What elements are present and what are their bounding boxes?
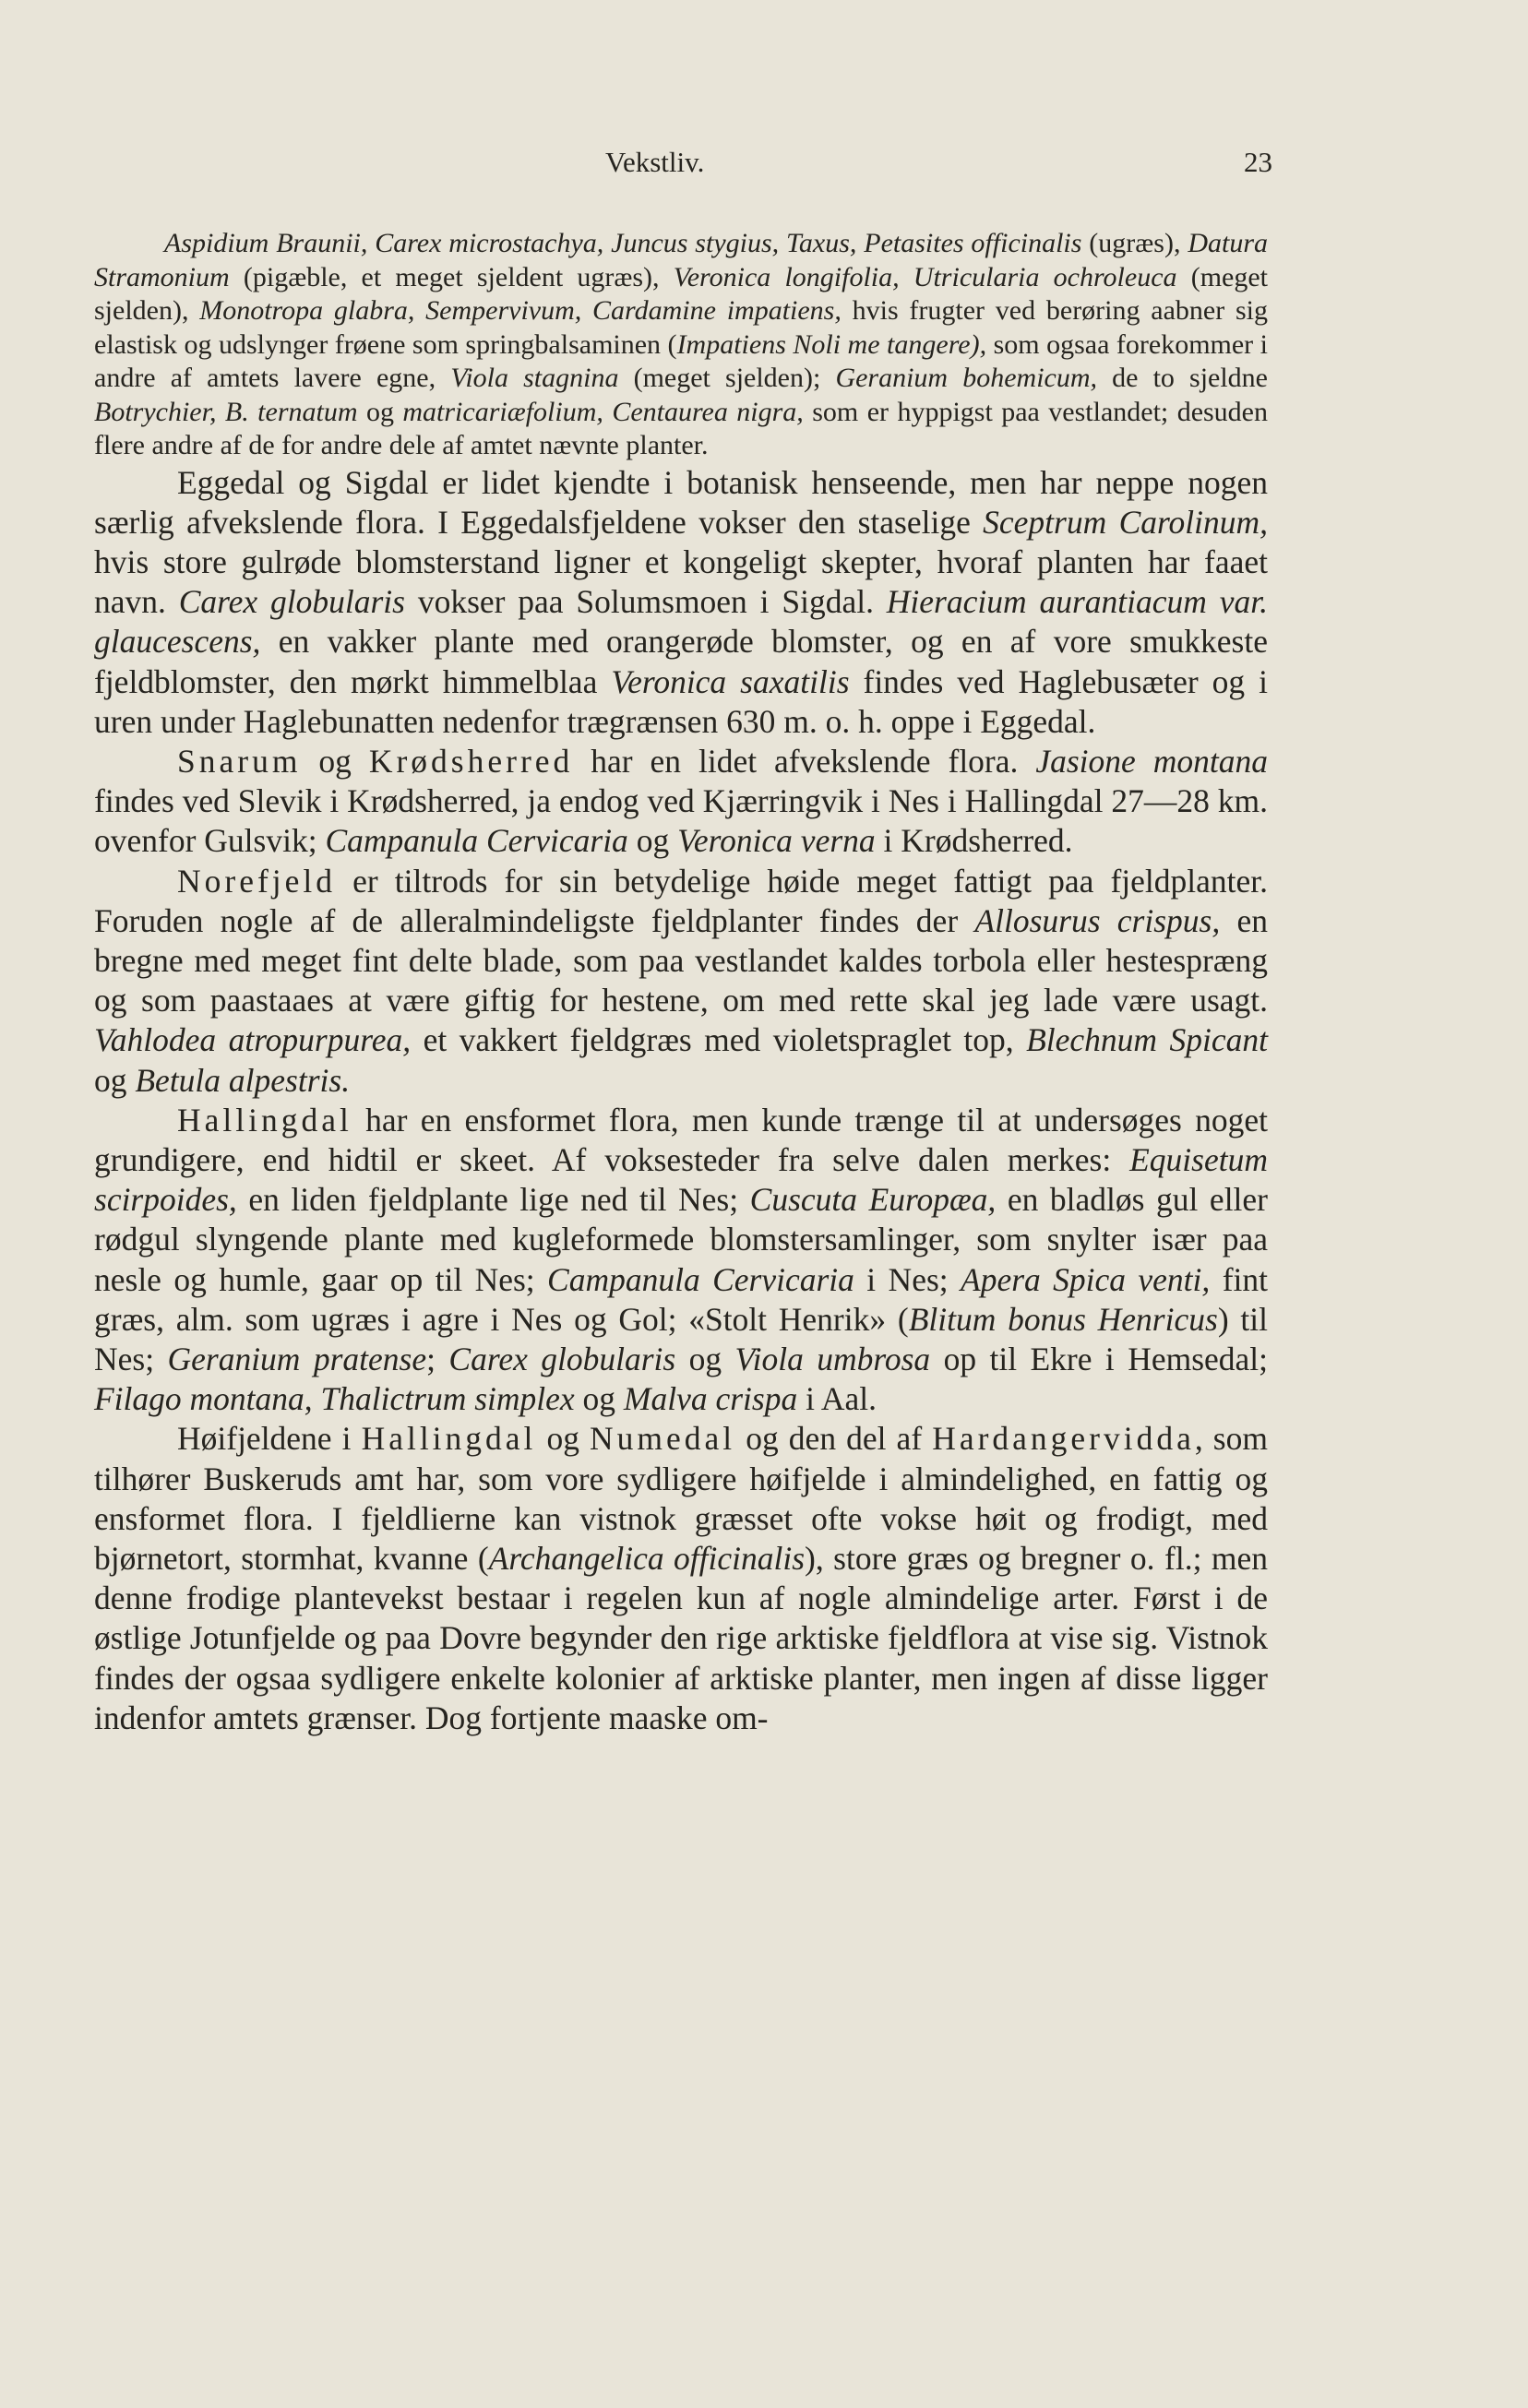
italic-term: Geranium pratense <box>167 1340 427 1377</box>
italic-term: Blechnum Spicant <box>1026 1021 1268 1059</box>
italic-term: Veronica verna <box>677 822 876 860</box>
text-run: og <box>301 742 369 780</box>
text-run: og <box>536 1420 591 1458</box>
italic-term: Allosurus crispus, <box>974 901 1221 939</box>
text-run: Høifjeldene i <box>177 1420 362 1458</box>
italic-term: Campanula Cervicaria <box>547 1260 854 1298</box>
text-run: har en ensformet flora, men kunde trænge til at undersøges noget grundigere, end hidtil er skeet. Af voksesteder fra selve dalen merkes: <box>94 1101 1268 1178</box>
text-run: op til Ekre i Hemsedal; <box>930 1340 1269 1377</box>
text-run: , som tilhører Buskeruds amt har, som vore sydligere høifjelde i almindelighed, en fattig og ensformet flora. I fjeldlierne kan vistnok græsset ofte vokse høit og frodigt, med bjørnetort, stormhat, kvanne ( <box>94 1420 1268 1577</box>
italic-term: matricariæfolium, Centaurea nigra, <box>402 396 804 427</box>
italic-term: Monotropa glabra, Sempervivum, Cardamine impatiens, <box>199 295 842 326</box>
text-run: (meget sjelden), <box>94 261 1268 326</box>
spaced-place-name: Numedal <box>590 1420 736 1458</box>
text-run: vokser paa Solumsmoen i Sigdal. <box>404 583 887 621</box>
text-run: (pigæble, et meget sjeldent ugræs), <box>229 261 674 292</box>
italic-term: Vahlodea atropurpurea, <box>94 1021 412 1059</box>
italic-term: Betula alpestris. <box>135 1061 351 1099</box>
spaced-place-name: Hardangervidda <box>932 1420 1195 1458</box>
italic-term: Impatiens Noli me tangere), <box>676 328 987 360</box>
italic-term: Botrychier, B. ternatum <box>94 396 358 427</box>
paragraph-hallingdal <box>94 1101 1268 1420</box>
italic-term: Carex globularis <box>448 1340 676 1377</box>
page-number: 23 <box>1244 146 1272 178</box>
text-run: findes ved Haglebusæter og i uren under Haglebunatten nedenfor trægrænsen 630 m. o. h. oppe i Eggedal. <box>94 662 1268 740</box>
paragraph-snarum-krodsherred <box>94 742 1268 862</box>
italic-term: Geranium bohemicum, <box>835 363 1098 393</box>
text-run: i Krødsherred. <box>875 822 1073 860</box>
paragraph-eggedal-sigdal <box>94 463 1268 742</box>
text-run: og <box>94 1061 136 1099</box>
text-run: fint græs, alm. som ugræs i agre i Nes og Gol; «Stolt Henrik» ( <box>94 1260 1268 1338</box>
italic-term: Veronica longifolia, Utricularia ochroleuca <box>673 261 1177 292</box>
italic-term: Archangelica officinalis <box>488 1539 806 1577</box>
spaced-place-name: Snarum <box>177 742 302 780</box>
spaced-place-name: Hallingdal <box>361 1420 537 1458</box>
text-run: hvis store gulrøde blomsterstand ligner et kongeligt skepter, hvoraf planten har faaet navn. <box>94 542 1268 621</box>
running-title: Vekstliv. <box>605 146 705 178</box>
text-run: hvis frugter ved berøring aabner sig elastisk og udslynger frøene som springbalsaminen ( <box>94 295 1268 360</box>
text-run: og <box>675 1340 735 1377</box>
text-run: ) til Nes; <box>94 1300 1268 1377</box>
text-run: er tiltrods for sin betydelige høide meget fattigt paa fjeldplanter. Foruden nogle af de alleralmindeligste fjeldplanter findes der <box>94 862 1268 939</box>
italic-term: Malva crispa <box>623 1380 798 1418</box>
spaced-place-name: Hallingdal <box>177 1101 352 1138</box>
italic-term: Sceptrum Carolinum, <box>983 503 1268 541</box>
italic-term: Viola umbrosa <box>734 1340 931 1377</box>
italic-term: Aspidium Braunii, Carex microstachya, Juncus stygius, Taxus, Petasites officinalis <box>164 228 1082 258</box>
text-run: en bladløs gul eller rødgul slyngende plante med kugleformede blomstersamlinger, som snylter især paa nesle og humle, gaar op til Nes; <box>94 1181 1268 1298</box>
text-run: i Aal. <box>797 1380 877 1418</box>
text-run: ; <box>426 1340 449 1377</box>
text-run: findes ved Slevik i Krødsherred, ja endog ved Kjærringvik i Nes i Hallingdal 27—28 km. ovenfor Gulsvik; <box>94 782 1268 860</box>
text-run: (ugræs), <box>1081 228 1188 258</box>
page-header <box>0 146 1528 183</box>
text-run: de to sjeldne <box>1097 363 1268 393</box>
body-text <box>94 227 1268 1738</box>
text-run: en liden fjeldplante lige ned til Nes; <box>236 1181 750 1219</box>
italic-term: Campanula Cervicaria <box>325 822 628 860</box>
text-run: i Nes; <box>854 1260 961 1298</box>
italic-term: Hieracium aurantiacum var. glaucescens, <box>94 583 1268 661</box>
italic-term: Apera Spica venti, <box>961 1260 1211 1298</box>
paragraph-norefjeld <box>94 862 1268 1101</box>
italic-term: Filago montana, Thalictrum simplex <box>94 1380 575 1418</box>
spaced-place-name: Krødsherred <box>368 742 574 780</box>
text-run: en bregne med meget fint delte blade, som paa vestlandet kaldes torbola eller hestespræng og som paastaaes at være giftig for hestene, om med rette skal jeg lade være usagt. <box>94 901 1268 1019</box>
text-run: (meget sjelden); <box>618 363 836 393</box>
text-run: Eggedal og Sigdal er lidet kjendte i botanisk henseende, men har neppe nogen særlig afvekslende flora. I Eggedalsfjeldene vokser den staselige <box>94 463 1268 541</box>
text-run: og <box>574 1380 624 1418</box>
text-run: som er hyppigst paa vestlandet; desuden flere andre af de for andre dele af amtet nævnte planter. <box>94 396 1268 460</box>
paragraph-species-list <box>94 227 1268 463</box>
italic-term: Cuscuta Europæa, <box>749 1181 997 1219</box>
text-run: har en lidet afvekslende flora. <box>573 742 1036 780</box>
text-run: en vakker plante med orangerøde blomster, og en af vore smukkeste fjeldblomster, den mørkt himmelblaa <box>94 623 1268 700</box>
text-run: og den del af <box>735 1420 933 1458</box>
italic-term: Veronica saxatilis <box>611 662 850 700</box>
italic-term: Jasione montana <box>1035 742 1268 780</box>
text-run: og <box>627 822 678 860</box>
text-run: et vakkert fjeldgræs med violetspraglet top, <box>411 1021 1027 1059</box>
italic-term: Equisetum scirpoides, <box>94 1140 1268 1219</box>
italic-term: Carex globularis <box>178 583 405 621</box>
text-run: som ogsaa forekommer i andre af amtets lavere egne, <box>94 328 1269 393</box>
italic-term: Datura Stramonium <box>94 228 1268 292</box>
text-run: ), store græs og bregner o. fl.; men denne frodige plantevekst bestaar i regelen kun af nogle almindelige arter. Først i de østlige Jotunfjelde og paa Dovre begynder den rige arktiske fjeldflora at vise sig. Vistnok findes der ogsaa sydligere enkelte kolonier af arktiske planter, men ingen af disse ligger indenfor amtets grænser. Dog fortjente maaske om- <box>94 1539 1268 1736</box>
italic-term: Blitum bonus Henricus <box>908 1300 1218 1338</box>
paragraph-hoifjeldene <box>94 1419 1268 1738</box>
spaced-place-name: Norefjeld <box>177 862 337 900</box>
italic-term: Viola stagnina <box>450 363 619 393</box>
text-run: og <box>357 396 403 427</box>
